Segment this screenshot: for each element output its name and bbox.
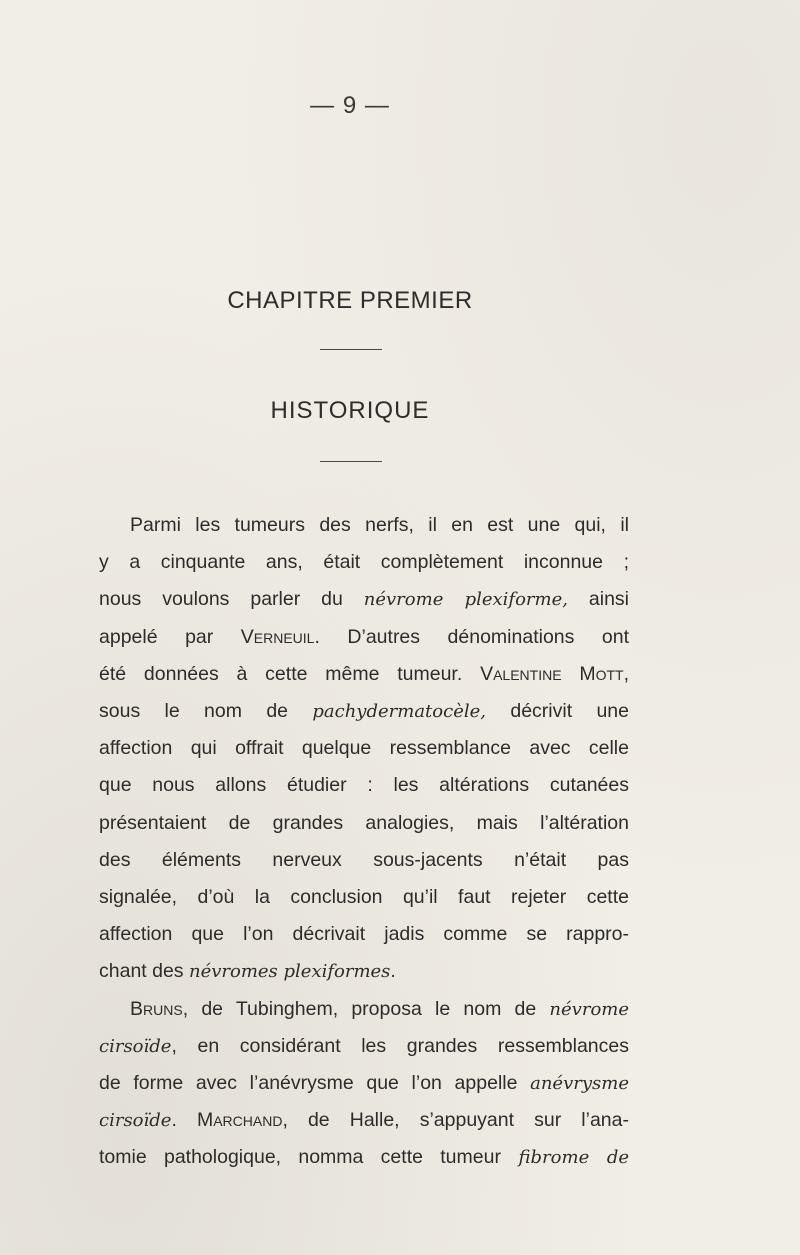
text-span: , (623, 662, 630, 685)
body-paragraph (99, 507, 629, 1177)
text-line (99, 619, 629, 656)
text-line (99, 991, 629, 1028)
italic-term: névrome (549, 998, 629, 1020)
text-line (99, 1102, 629, 1139)
italic-term: fibrome de (500, 1147, 629, 1169)
text-line (99, 767, 629, 804)
italic-term: névromes plexiformes (188, 961, 391, 983)
divider-rule (320, 349, 382, 350)
text-span: tomie pathologique, nomma cette tumeur (99, 1146, 501, 1169)
text-span: Parmi les tumeurs des nerfs, il en est une qui, il (130, 514, 629, 536)
italic-term: névrome plexiforme, (363, 589, 568, 611)
text-span: . D’autres dénominations ont (314, 625, 630, 648)
text-span: affection qui offrait quelque ressemblance avec celle (99, 737, 629, 760)
text-line (99, 544, 629, 581)
text-span: chant des (99, 960, 189, 983)
text-span: présentaient de grandes analogies, mais l’altération (99, 811, 629, 834)
text-span: de forme avec l’anévrysme que l’on appelle (99, 1072, 531, 1095)
text-line (99, 581, 629, 618)
text-span: des éléments nerveux sous-jacents n’était pas (99, 848, 629, 871)
text-line (99, 805, 629, 842)
text-span: que nous allons étudier : les altérations cutanées (99, 774, 629, 797)
text-line (99, 507, 629, 544)
text-span: y a cinquante ans, était complètement inconnue ; (99, 551, 629, 574)
text-line (99, 1028, 629, 1065)
text-line (99, 656, 629, 693)
text-span: , de Tubinghem, proposa le nom de (182, 997, 550, 1020)
author-name: Bruns (130, 997, 183, 1020)
text-span: . (171, 1109, 197, 1132)
text-span: affection que l’on décrivait jadis comme se rappro- (99, 923, 629, 946)
text-span: , en considérant les grandes ressemblances (171, 1034, 629, 1057)
text-span: ainsi (567, 588, 630, 611)
text-span: sous le nom de (99, 700, 313, 723)
italic-term: pachydermatocèle, (312, 701, 486, 723)
text-line (99, 953, 629, 990)
text-span: . (390, 960, 396, 983)
text-line (99, 693, 629, 730)
italic-term: cirsoïde (99, 1035, 172, 1057)
text-span: été données à cette même tumeur. (99, 662, 481, 685)
text-line (99, 879, 629, 916)
text-line (99, 1139, 629, 1176)
page-number: — 9 — (310, 92, 390, 119)
section-title: HISTORIQUE (270, 397, 430, 424)
text-line (99, 1065, 629, 1102)
divider-rule (320, 461, 382, 462)
text-span: signalée, d’où la conclusion qu’il faut rejeter cette (99, 886, 629, 909)
text-line (99, 916, 629, 953)
italic-term: cirsoïde (99, 1110, 172, 1132)
text-span: appelé par (99, 625, 241, 648)
chapter-heading: CHAPITRE PREMIER (227, 287, 473, 314)
text-line (99, 730, 629, 767)
text-span: décrivit une (486, 700, 629, 723)
text-span: , de Halle, s’appuyant sur l’ana- (282, 1109, 629, 1132)
italic-term: anévrysme (530, 1073, 629, 1095)
text-span: nous voulons parler du (99, 588, 364, 611)
text-line (99, 842, 629, 879)
author-name: Marchand (196, 1109, 283, 1132)
author-name: Verneuil (240, 625, 315, 648)
author-name: Valentine Mott (480, 662, 624, 685)
